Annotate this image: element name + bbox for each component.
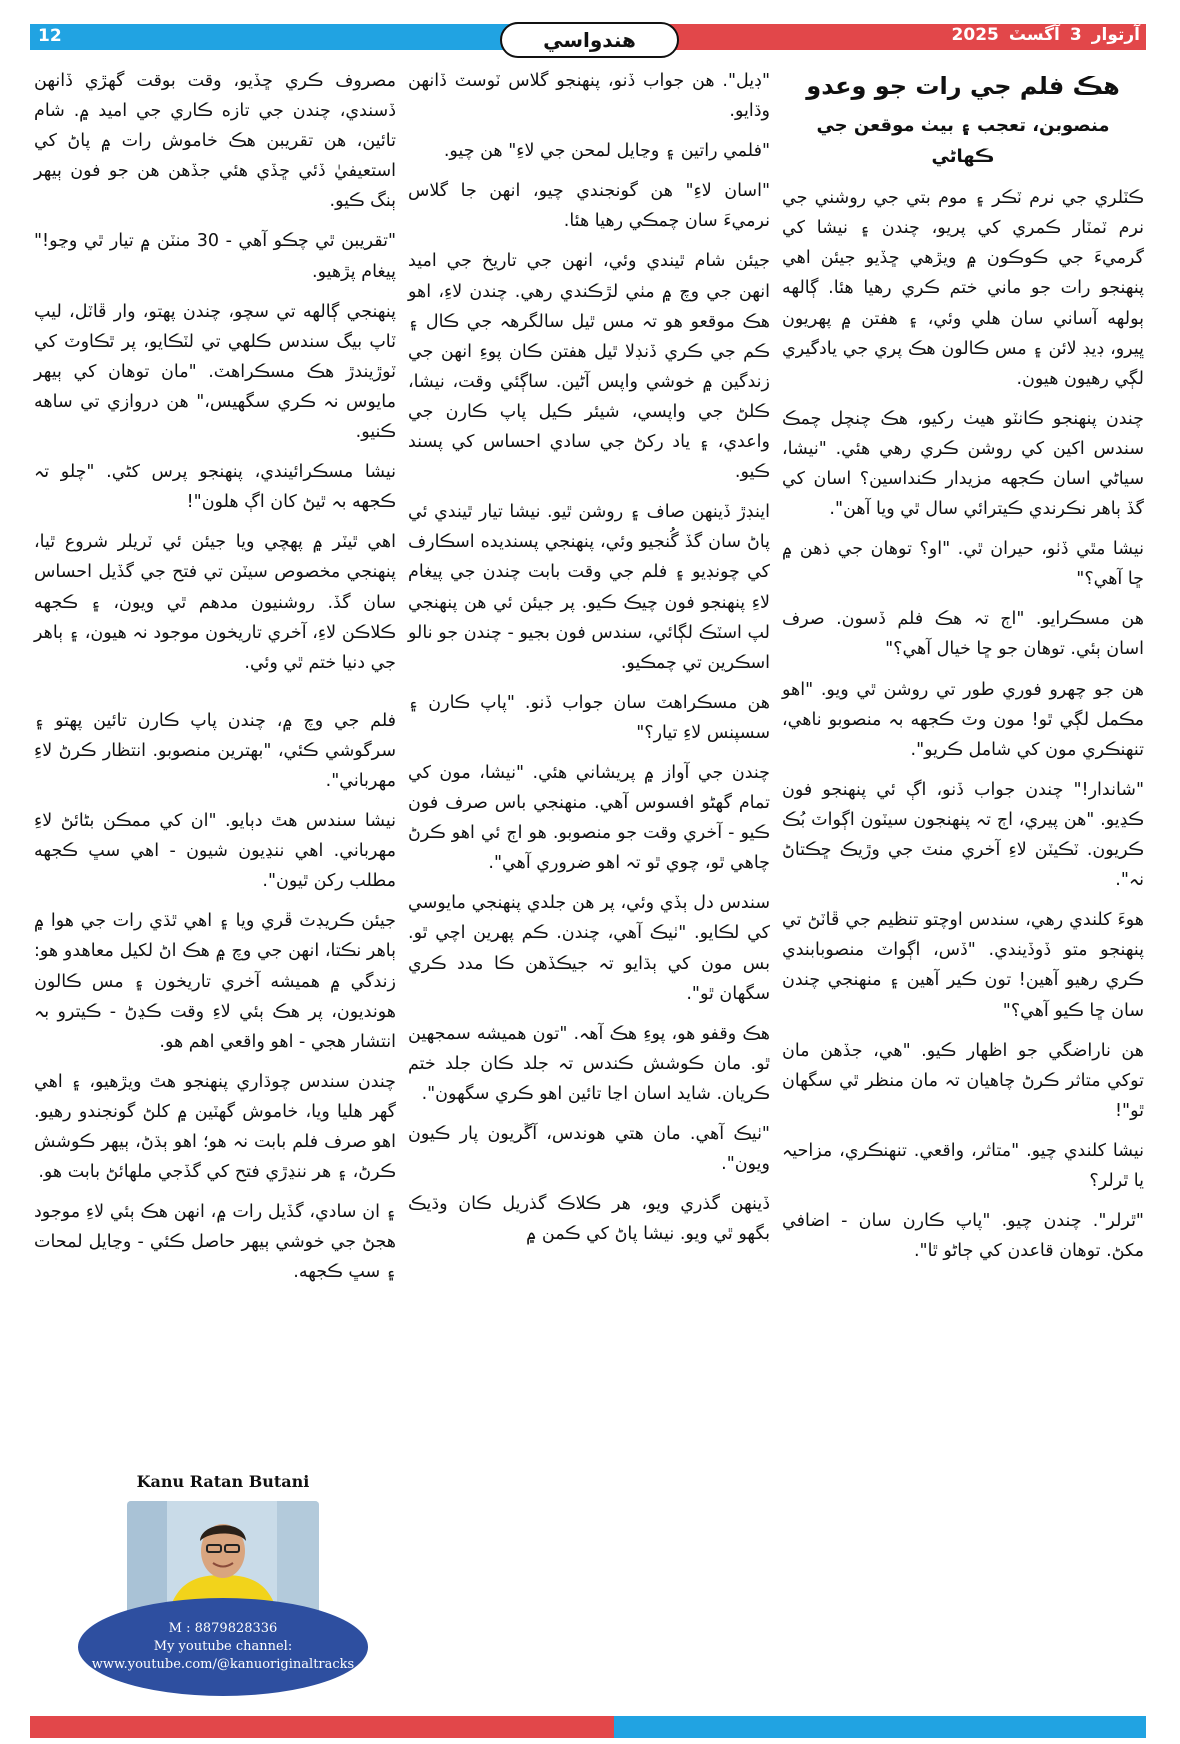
- paragraph: نيشا سندس هٿ دٻايو. "ان کي ممڪن بڻائڻ لاءِ مهرباني. اهي ننڍيون شيون - اهي سڀ ڪجهه مطلب رکن ٿيون".: [34, 811, 396, 892]
- article-column-left: [34, 66, 396, 1297]
- paragraph: هوءَ کلندي رهي، سندس اوچتو تنظيم جي ڦاٽڻ تي پنهنجو متو ڏوڏيندي. "ڏس، اڳواٽ منصوبابندي ڪري رهيو آهين! تون ڪير آهين ۽ منهنجي چندن سان ڇا ڪيو آهي؟": [782, 910, 1144, 1021]
- paragraph: پنهنجي ڳالهه تي سچو، چندن پهتو، وار ڦاٽل، ليپ ٽاپ بيگ سندس ڪلهي تي لٽڪايو، پر ٿڪاوٽ کي ٽوڙيندڙ هڪ مسڪراهٽ. "مان توهان کي ٻيهر مايوس نہ ڪري سگهيس،" هن دروازي تي ساهه ڪنيو.: [34, 301, 396, 443]
- paragraph: هن مسڪراهٽ سان جواب ڏنو. "پاپ ڪارن ۽ سسپنس لاءِ تيار؟": [408, 692, 770, 743]
- header-bar-left: [30, 24, 570, 50]
- paragraph: "فلمي راتين ۽ وڃايل لمحن جي لاءِ" هن چيو.: [443, 141, 770, 162]
- paragraph: ۽ ان سادي، گڏيل رات ۾، انهن هڪ ٻئي لاءِ موجود هجڻ جي خوشي ٻيهر حاصل ڪئي - وڃايل لمحات ۽ سڀ ڪجهه.: [34, 1202, 396, 1283]
- paragraph: "شاندار!" چندن جواب ڏنو، اڳ ئي پنهنجو فون ڪڍيو. "هن پيري، اڄ تہ پنهنجون سيٽون اڳواٽ بُڪ ڪريون. ٽڪيٽن لاءِ آخري منٽ جي وڙيڪ ڇڪتاڻ نہ".: [782, 779, 1144, 891]
- paragraph: "ٿرلر". چندن چيو. "پاپ ڪارن سان - اضافي مکڻ. توهان قاعدن کي ڄاڻو ٿا".: [782, 1211, 1144, 1262]
- footer-bar-right: [614, 1716, 1146, 1738]
- paragraph: هن جو چهرو فوري طور تي روشن ٿي ويو. "اهو مڪمل لڳي ٿو! مون وٽ ڪجهه بہ منصوبو ناهي، تنهنڪري مون کي شامل ڪريو".: [782, 679, 1144, 760]
- paragraph: هن مسڪرايو. "اڄ تہ هڪ فلم ڏسون. صرف اسان ٻئي. توهان جو ڇا خيال آهي؟": [782, 609, 1144, 660]
- author-card: [78, 1472, 368, 1697]
- paragraph: "ٺيڪ آهي. مان هتي هوندس، آڱريون پار ڪيون ويون".: [408, 1124, 770, 1175]
- paragraph: مصروف ڪري ڇڏيو، وقت بوقت گهڙي ڏانهن ڏسندي، چندن جي تازه ڪاري جي اميد ۾. شام تائين، هن تقريبن هڪ خاموش رات ۾ پاڻ کي استعيفيٰ ڏئي ڇڏي هئي جڏهن هن جو فون ٻيهر ٻنگ ڪيو.: [34, 71, 396, 212]
- paragraph: "تقريبن ٿي چڪو آهي - 30 منٽن ۾ تيار ٿي وڃو!" پيغام پڙهيو.: [34, 231, 396, 282]
- author-channel-url[interactable]: www.youtube.com/@kanuoriginaltracks: [91, 1657, 355, 1673]
- article-headline: هڪ فلم جي رات جو وعدو: [806, 72, 1120, 100]
- paragraph: "اسان لاءِ" هن گونجندي چيو، انهن جا گلاس نرميءَ سان چمڪي رهيا هئا.: [408, 181, 770, 232]
- paragraph: ڪٽلري جي نرم ٽڪر ۽ موم بتي جي روشني جي نرم ٽمٽار ڪمري کي پريو، چندن ۽ نيشا کي گرميءَ جي ڪوڪون ۾ ويڙهي ڇڏيو جيئن اهي پنهنجو رات جو ماني ختم ڪري رهيا هئا. ڳالهه ٻولهه آساني سان هلي وئي، ۽ هفتن ۾ پهريون ڀيرو، ڊيڊ لائن ۽ مس ڪالون هڪ پري جي يادگيري لڳي رهيون هيون.: [782, 188, 1144, 389]
- paragraph: ڏينهن گذري ويو، هر ڪلاڪ گذريل ڪان وڌيڪ بگهو ٿي ويو. نيشا پاڻ کي ڪمن ۾: [408, 1194, 770, 1245]
- dateline-month: آگسٽ: [1008, 25, 1060, 45]
- dateline-date: 3: [1069, 25, 1082, 45]
- paragraph: نيشا کلندي چيو. "متاثر، واقعي. تنهنڪري، مزاحيہ يا ٿرلر؟: [782, 1140, 1144, 1191]
- paragraph: چندن جي آواز ۾ پريشاني هئي. "نيشا، مون کي تمام گهڻو افسوس آهي. منهنجي باس صرف فون ڪيو - آخري وقت جو منصوبو. هو اڄ ئي اهو ڪرڻ چاهي ٿو، چوي ٿو تہ اهو ضروري آهي".: [408, 762, 770, 874]
- paragraph: چندن سندس چوڌاري پنهنجو هٿ ويڙهيو، ۽ اهي گهر هليا ويا، خاموش گهٽين ۾ کلڻ گونجندو رهيو. اهو صرف فلم بابت نہ هو؛ اهو ٻڌڻ، ٻيهر ڪوشش ڪرڻ، ۽ هر ننڍڙي فتح کي گڏجي ملهائڻ بابت هو.: [34, 1071, 396, 1183]
- paragraph: سندس دل ٻڏي وئي، پر هن جلدي پنهنجي مايوسي کي لڪايو. "ٺيڪ آهي، چندن. ڪم پهرين اچي ٿو. بس مون کي ٻڌايو تہ جيڪڏهن ڪا مدد ڪري سگهان ٿو".: [408, 893, 770, 1004]
- article-subheadline: منصوبن، تعجب ۽ بيٺ موقعن جي ڪهاڻي: [816, 115, 1110, 168]
- paragraph: هن ناراضگي جو اظهار ڪيو. "هي، جڏهن مان توکي متاثر ڪرڻ چاهيان تہ مان منظر ٿي سگهان ٿو"!: [782, 1040, 1144, 1121]
- dateline: [952, 25, 1140, 45]
- author-contact-badge: [78, 1598, 368, 1696]
- paragraph: نيشا مٿي ڏٺو، حيران ٿي. "او؟ توهان جي ذهن ۾ ڇا آهي؟": [782, 539, 1144, 590]
- paragraph: نيشا مسڪرائيندي، پنهنجو پرس کڻي. "چلو تہ ڪجهه بہ ٿيڻ کان اڳ هلون"!: [34, 462, 396, 513]
- author-name: Kanu Ratan Butani: [136, 1472, 310, 1491]
- paragraph: چندن پنهنجو ڪانٽو هيٺ رکيو، هڪ چنچل چمڪ سندس اکين کي روشن ڪري رهي هئي. "نيشا، سياڻي اسان ڪجهه مزيدار ڪنداسين؟ اسان کي گڏ ٻاهر نڪرندي ڪيترائي سال ٿي ويا آهن".: [782, 408, 1144, 520]
- paragraph: هڪ وقفو هو، پوءِ هڪ آهہ. "تون هميشه سمجهين ٿو. مان ڪوشش ڪندس تہ جلد ڪان جلد ختم ڪريان. شايد اسان اڃا تائين اهو ڪري سگهون".: [408, 1023, 770, 1104]
- footer-bar-left: [30, 1716, 614, 1738]
- paragraph: فلم جي وچ ۾، چندن پاپ ڪارن تائين پهتو ۽ سرگوشي ڪئي، "بهترين منصوبو. انتظار ڪرڻ لاءِ مهرباني".: [34, 710, 396, 791]
- masthead-logo: هندواسي: [500, 22, 679, 58]
- paragraph: جيئن ڪريڊٽ ڦري ويا ۽ اهي ٿڌي رات جي هوا ۾ ٻاهر نڪتا، انهن جي وچ ۾ هڪ اڻ لکيل معاهدو هو: زندگي ۾ هميشه آخري تاريخون ۽ مس ڪالون هونديون، پر هڪ ٻئي لاءِ وقت ڪڍڻ - ڪيترو بہ انتشار هجي - اهو واقعي اهم هو.: [34, 911, 396, 1052]
- paragraph: جيئن شام ٿيندي وئي، انهن جي تاريخ جي اميد انهن جي وچ ۾ مٺي لڙڪندي رهي. چندن لاءِ، اهو هڪ موقعو هو تہ مس ٿيل سالگرهہ جي ڪال ۽ ڪم جي ڪري ڏنڊلا ٿيل هفتن ڪان پوءِ انهن جي زندگين ۾ خوشي واپس آڻين. ساڳئي وقت، نيشا، ڪلڻ جي واپسي، شيئر ڪيل پاپ ڪارن جي واعدي، ۽ ياد رکڻ جي سادي احساس کي پسند ڪيو.: [408, 251, 770, 483]
- author-channel-label: My youtube channel:: [153, 1638, 293, 1654]
- dateline-day: آرتوار: [1091, 25, 1140, 45]
- paragraph: اهي ٿيٽر ۾ پهچي ويا جيئن ئي ٽريلر شروع ٿيا، پنهنجي مخصوص سيٽن تي فتح جي گڏيل احساس سان گڏ. روشنيون مدهم ٿي ويون، ۽ ڪجهه ڪلاڪن لاءِ، آخري تاريخون موجود نہ هيون، ۽ ٻاهر جي دنيا ختم ٿي وئي.: [34, 532, 396, 673]
- article-column-right: [782, 66, 1144, 1276]
- article-column-middle: [408, 66, 770, 1259]
- paragraph: "ڊيل". هن جواب ڏنو، پنهنجو گلاس ٽوسٽ ڏانهن وڌايو.: [408, 71, 770, 122]
- page-number: 12: [38, 26, 62, 46]
- paragraph: اينڊڙ ڏينهن صاف ۽ روشن ٿيو. نيشا تيار ٿيندي ئي پاڻ سان گڏ گُنجيو وئي، پنهنجي پسنديده اسڪارف کي چونڊيو ۽ فلم جي وقت بابت چندن جي پيغام لاءِ پنهنجو فون چيڪ ڪيو. پر جيئن ئي هن پنهنجي لپ اسٽڪ لڳائي، سندس فون بجيو - چندن جو نالو اسڪرين تي چمڪيو.: [408, 502, 770, 673]
- dateline-year: 2025: [951, 25, 999, 45]
- author-phone: M : 8879828336: [168, 1620, 278, 1636]
